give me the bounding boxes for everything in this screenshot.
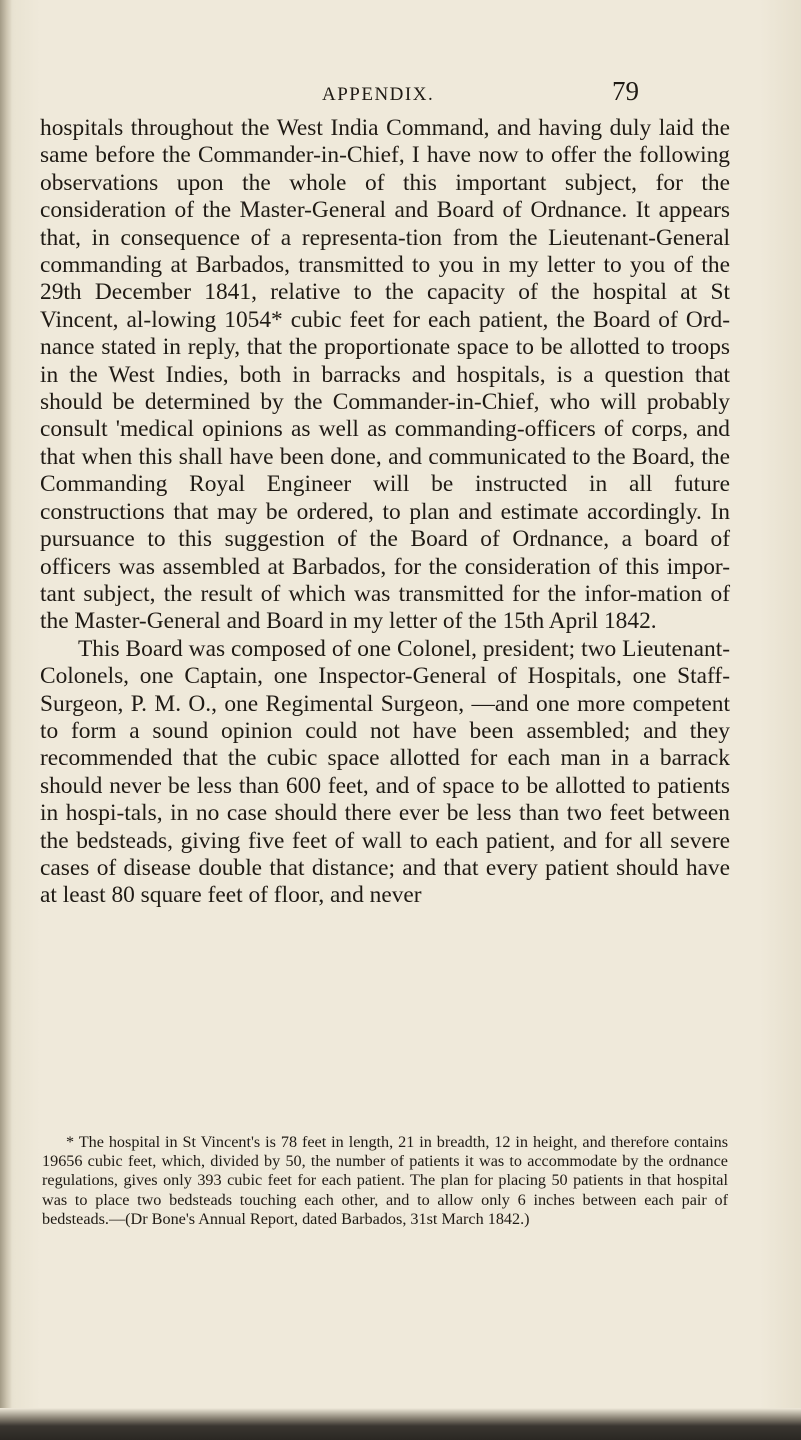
- binding-shadow: [0, 0, 12, 1440]
- page-number: 79: [612, 76, 639, 106]
- footnote: * The hospital in St Vincent's is 78 feet in length, 21 in breadth, 12 in height, and therefore contains 19656 cubic feet, which, divided by 50, the number of patients it was to accommodate by the ordnance regulations, gives only 393 cubic feet for each patient. The plan for placing 50 patients in that hospital was to place two bedsteads touching each other, and to allow only 6 inches between each pair of bedsteads.—(Dr Bone's Annual Report, dated Barbados, 31st March 1842.): [42, 1133, 728, 1228]
- running-head: APPENDIX.: [322, 84, 435, 105]
- page-bottom-edge: [0, 1408, 801, 1440]
- paragraph: This Board was composed of one Colonel, president; two Lieutenant-Colonels, one Captain, one Inspector-General of Hospitals, one Staff-Surgeon, P. M. O., one Regimental Surgeon, —and one more competent to form a sound opinion could not have been assembled; and they recommended that the cubic space allotted for each man in a barrack should never be less than 600 feet, and of space to be allotted to patients in hospi-tals, in no case should there ever be less than two feet between the bedsteads, giving five feet of wall to each patient, and for all severe cases of disease double that distance; and that every patient should have at least 80 square feet of floor, and never: [40, 635, 730, 909]
- paragraph: hospitals throughout the West India Command, and having duly laid the same before the Commander-in-Chief, I have now to offer the following observations upon the whole of this important subject, for the consideration of the Master-General and Board of Ordnance. It appears that, in consequence of a representa-tion from the Lieutenant-General commanding at Barbados, transmitted to you in my letter to you of the 29th December 1841, relative to the capacity of the hospital at St Vincent, al-lowing 1054* cubic feet for each patient, the Board of Ord-nance stated in reply, that the proportionate space to be allotted to troops in the West Indies, both in barracks and hospitals, is a question that should be determined by the Commander-in-Chief, who will probably consult 'medical opinions as well as commanding-officers of corps, and that when this shall have been done, and communicated to the Board, the Commanding Royal Engineer will be instructed in all future constructions that may be ordered, to plan and estimate accordingly. In pursuance to this suggestion of the Board of Ordnance, a board of officers was assembled at Barbados, for the consideration of this impor-tant subject, the result of which was transmitted for the infor-mation of the Master-General and Board in my letter of the 15th April 1842.: [40, 115, 730, 635]
- page-header: [0, 76, 801, 110]
- body-text: [40, 115, 730, 910]
